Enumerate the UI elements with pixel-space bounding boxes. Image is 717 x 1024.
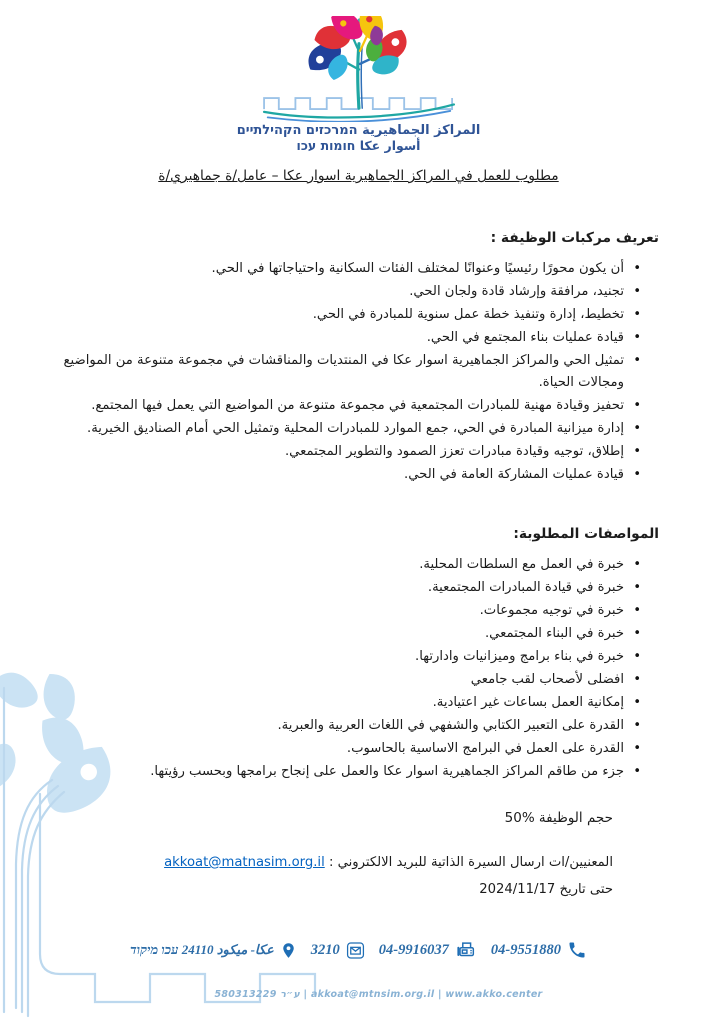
job-size-line: حجم الوظيفة %50 [504,810,613,826]
logo-org-subname: أسوار عكا חומות עכו [296,138,421,153]
location-pin-icon [280,942,297,959]
address-text: عكا- ميكود 24110 עכו מיקוד [130,942,274,957]
logo [58,0,659,153]
address-contact [130,942,297,959]
apply-block [58,849,613,903]
list-item: • خبرة في البناء المجتمعي. [58,623,641,645]
fax-icon [455,939,477,961]
job-components-list [58,258,659,486]
fax-number: 04-9916037 [378,941,449,958]
apply-deadline: حتى تاريخ 2024/11/17 [479,882,613,897]
contact-row [0,939,717,961]
list-item: • خبرة في قيادة المبادرات المجتمعية. [58,577,641,599]
list-item: • إطلاق، توجيه وقيادة مبادرات تعزز الصمود والتطوير المجتمعي. [58,441,641,463]
section-heading-requirements: المواصفات المطلوبة: [513,526,659,542]
list-item: • القدرة على العمل في البرامج الاساسية بالحاسوب. [58,738,641,760]
list-item: • خبرة في توجيه مجموعات. [58,600,641,622]
list-item: • قيادة عمليات بناء المجتمع في الحي. [58,327,641,349]
logo-org-name: المراكز الجماهيرية המרכזים הקהילתיים [236,123,481,138]
phone-contact [491,940,587,960]
requirements-list [58,554,659,783]
list-item: • تخطيط، إدارة وتنفيذ خطة عمل سنوية للمبادرة في الحي. [58,304,641,326]
apply-instruction: المعنيين/ات ارسال السيرة الذاتية للبريد الالكتروني : [324,855,613,870]
logo-tree-wall-graphic [253,16,465,122]
list-item: • قيادة عمليات المشاركة العامة في الحي. [58,464,641,486]
section-heading-job-components: تعريف مركبات الوظيفة : [490,230,659,246]
fax-contact [379,939,477,961]
pobox-number: 3210 [310,941,340,958]
list-item: • جزء من طاقم المراكز الجماهيرية اسوار عكا والعمل على إنجاح برامجها وبحسب رؤيتها. [58,761,641,783]
footer-legal-line: 580313229 ע״ר | akkoat@mtnsim.org.il | www.akko.center [214,989,543,1000]
email-link[interactable]: akkoat@matnasim.org.il [164,855,325,870]
list-item: • تجنيد، مرافقة وإرشاد قادة ولجان الحي. [58,281,641,303]
list-item: • إدارة ميزانية المبادرة في الحي، جمع الموارد للمبادرات المحلية وتمثيل الحي أمام الصناديق الخيرية. [58,418,641,440]
list-item: • تحفيز وقيادة مهنية للمبادرات المجتمعية في مجموعة متنوعة من المواضيع التي يعمل فيها المجتمع. [58,395,641,417]
mailbox-contact [311,941,365,960]
list-item: • تمثيل الحي والمراكز الجماهيرية اسوار عكا في المنتديات والمناقشات في مجموعة متنوعة من المواضيع ومجالات الحياة. [58,350,641,394]
envelope-icon [346,941,365,960]
job-posting-title: مطلوب للعمل في المراكز الجماهيرية اسوار عكا – عامل/ة جماهيري/ة [158,168,559,184]
list-item: • افضلى لأصحاب لقب جامعي [58,669,641,691]
list-item: • القدرة على التعبير الكتابي والشفهي في اللغات العربية والعبرية. [58,715,641,737]
phone-number: 04-9551880 [490,941,561,958]
list-item: • أن يكون محورًا رئيسيًا وعنوانًا لمختلف الفئات السكانية واحتياجاتها في الحي. [58,258,641,280]
list-item: • خبرة في بناء برامج وميزانيات وادارتها. [58,646,641,668]
list-item: • خبرة في العمل مع السلطات المحلية. [58,554,641,576]
list-item: • إمكانية العمل بساعات غير اعتيادية. [58,692,641,714]
phone-handset-icon [567,940,587,960]
